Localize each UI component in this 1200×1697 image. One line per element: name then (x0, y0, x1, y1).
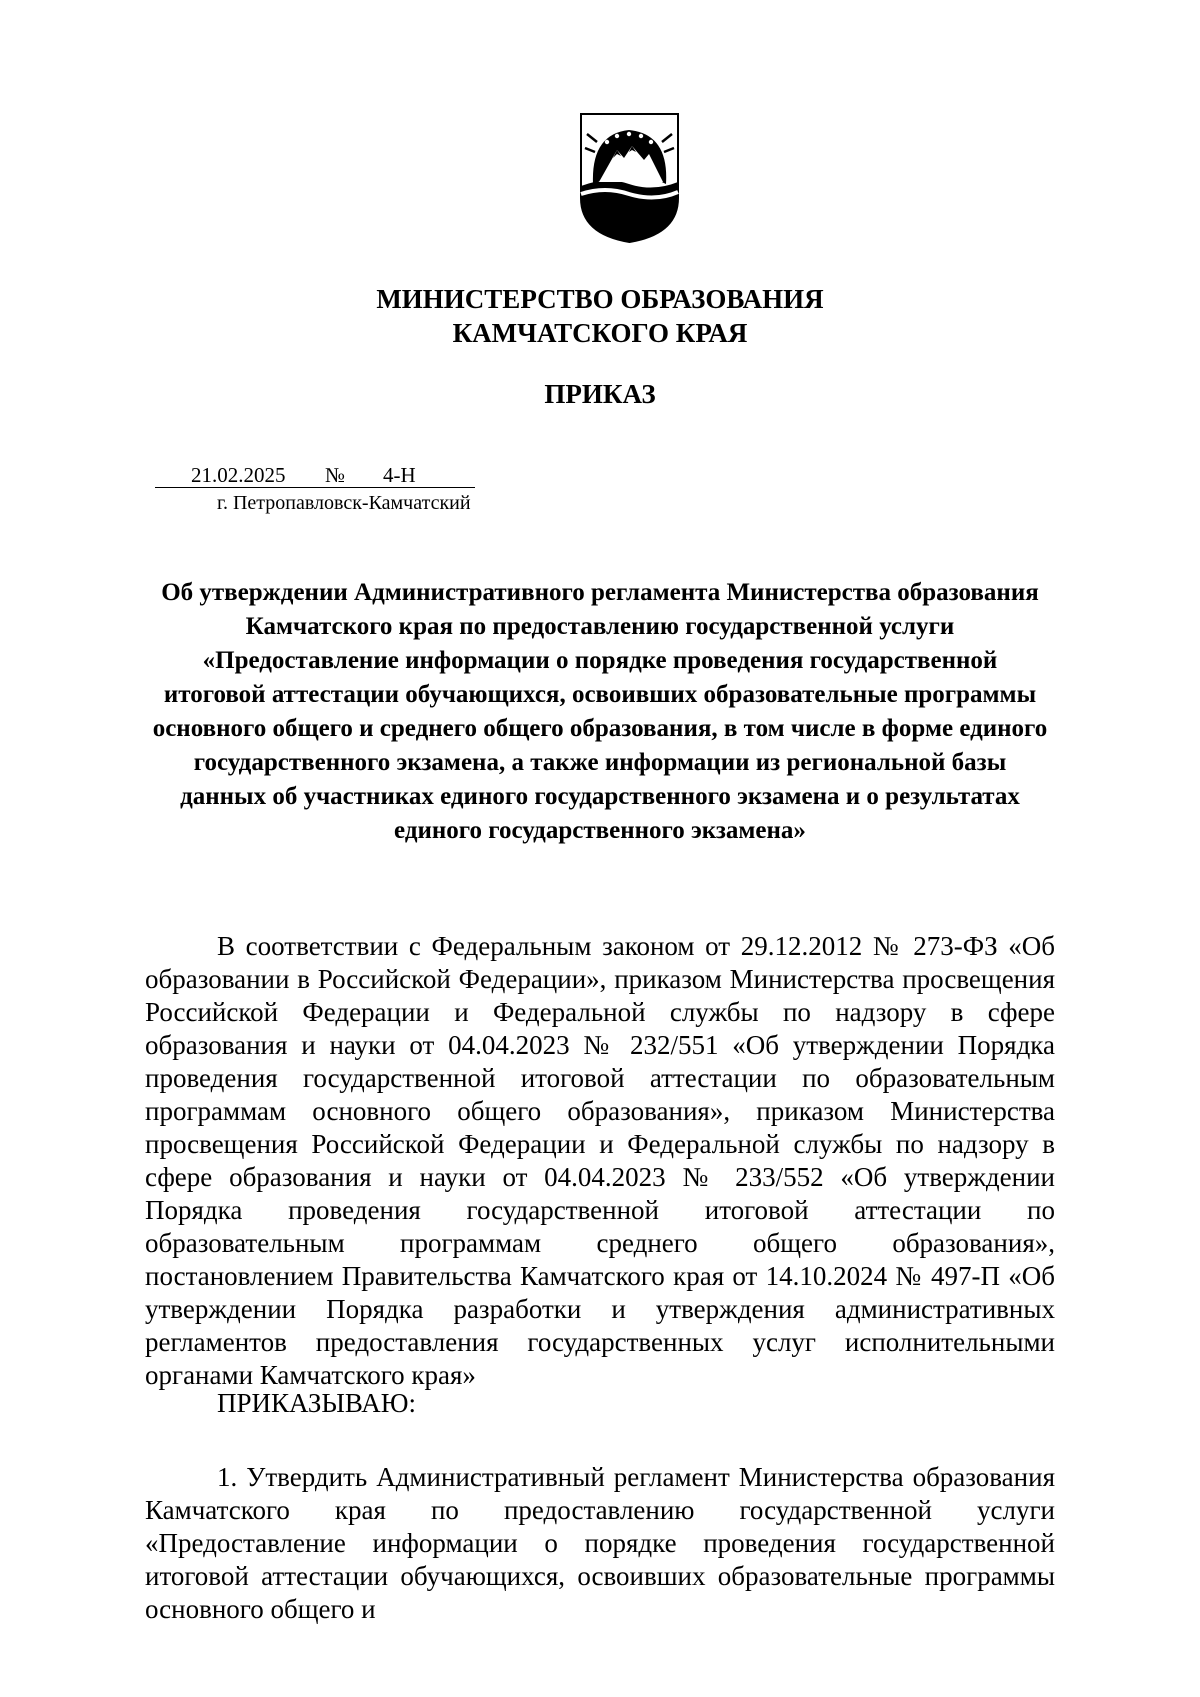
kamchatka-coat-of-arms-icon (577, 112, 682, 244)
organization-name (0, 282, 1200, 350)
preamble-paragraph: В соответствии с Федеральным законом от 29.12.2012 № 273-ФЗ «Об образовании в Российской Федерации», приказом Министерства просвещения Российской Федерации и Федеральной службы по надзору в сфере образования и науки от 04.04.2023 № 232/551 «Об утверждении Порядка проведения государственной итоговой аттестации по образовательным программам основного общего образования», приказом Министерства просвещения Российской Федерации и Федеральной службы по надзору в сфере образования и науки от 04.04.2023 № 233/552 «Об утверждении Порядка проведения государственной итоговой аттестации по образовательным программам среднего общего образования», постановлением Правительства Камчатского края от 14.10.2024 № 497-П «Об утверждении Порядка разработки и утверждения административных регламентов предоставления государственных услуг исполнительными органами Камчатского края» (145, 931, 1055, 1390)
document-city: г. Петропавловск-Камчатский (217, 492, 471, 514)
number-sign: № (325, 463, 346, 487)
document-title: Об утверждении Административного регламента Министерства образования Камчатского края по предоставлению государственной услуги «Предоставление информации о порядке проведения государственной итоговой аттестации обучающихся, освоивших образовательные программы основного общего и среднего общего образования, в том числе в форме единого государственного экзамена, а также информации из региональной базы данных об участниках единого государственного экзамена и о результатах единого государственного экзамена» (152, 579, 1048, 844)
document-date: 21.02.2025 (155, 463, 325, 488)
document-type: ПРИКАЗ (544, 379, 656, 409)
order-item-1: 1. Утвердить Административный регламент Министерства образования Камчатского края по предоставлению государственной услуги «Предоставление информации о порядке проведения государственной итоговой аттестации обучающихся, освоивших образовательные программы основного общего и (145, 1462, 1055, 1624)
document-number: 4-Н (345, 463, 475, 488)
date-number-line (155, 463, 475, 488)
document-meta (155, 463, 475, 516)
organization-name-line2: КАМЧАТСКОГО КРАЯ (452, 318, 748, 348)
organization-name-line1: МИНИСТЕРСТВО ОБРАЗОВАНИЯ (376, 284, 824, 314)
order-word: ПРИКАЗЫВАЮ: (217, 1388, 416, 1418)
